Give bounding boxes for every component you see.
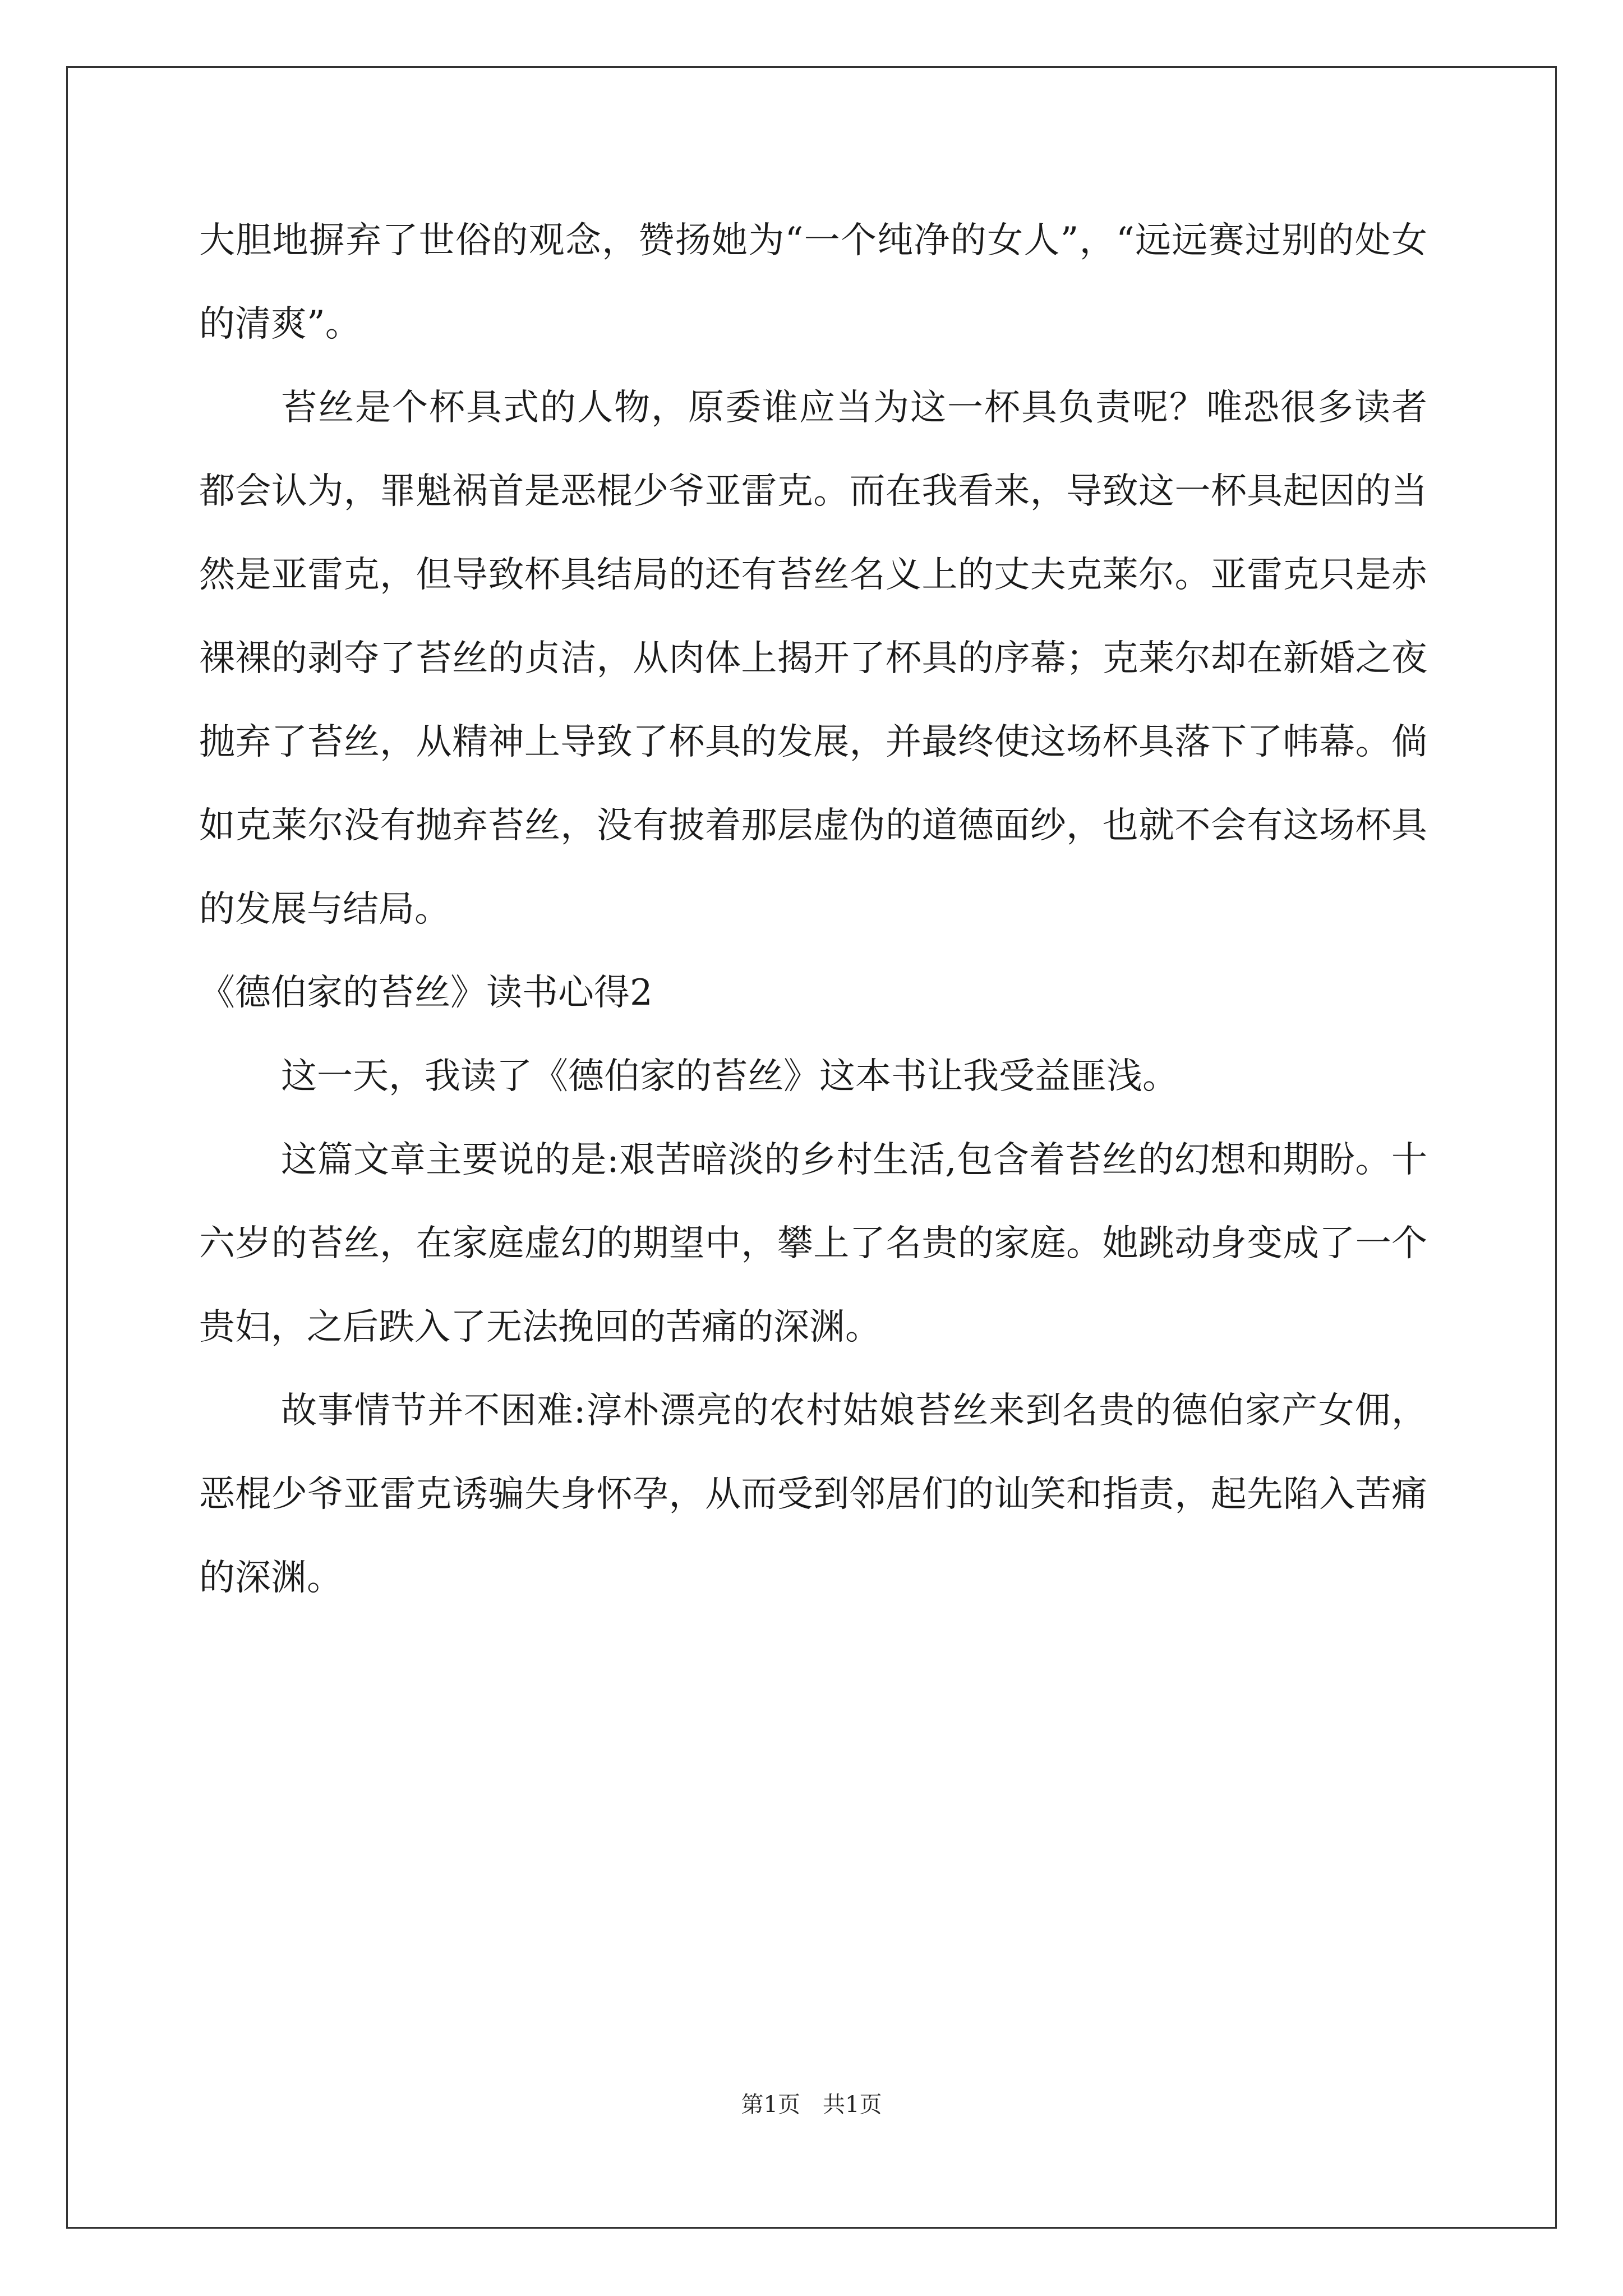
paragraph-3: 这一天，我读了《德伯家的苔丝》这本书让我受益匪浅。 (281, 1056, 1178, 1097)
paragraph-4: 这篇文章主要说的是:艰苦暗淡的乡村生活,包含着苔丝的幻想和期盼。十六岁的苔丝，在家庭虚幻的期望中，攀上了名贵的家庭。她跳动身变成了一个贵妇，之后跌入了无法挽回的苦痛的深渊。 (199, 1139, 1427, 1348)
document-body (199, 199, 1427, 1620)
page-number-footer: 第1页 共1页 (741, 2092, 882, 2118)
paragraph-2: 苔丝是个杯具式的人物，原委谁应当为这一杯具负责呢？唯恐很多读者都会认为，罪魁祸首是恶棍少爷亚雷克。而在我看来，导致这一杯具起因的当然是亚雷克，但导致杯具结局的还有苔丝名义上的丈夫克莱尔。亚雷克只是赤裸裸的剥夺了苔丝的贞洁，从肉体上揭开了杯具的序幕；克莱尔却在新婚之夜抛弃了苔丝，从精神上导致了杯具的发展，并最终使这场杯具落下了帏幕。倘如克莱尔没有抛弃苔丝，没有披着那层虚伪的道德面纱，也就不会有这场杯具的发展与结局。 (199, 387, 1427, 930)
paragraph-5: 故事情节并不困难:淳朴漂亮的农村姑娘苔丝来到名贵的德伯家产女佣，恶棍少爷亚雷克诱骗失身怀孕，从而受到邻居们的讪笑和指责，起先陷入苦痛的深渊。 (199, 1390, 1427, 1599)
paragraph-1: 大胆地摒弃了世俗的观念，赞扬她为“一个纯净的女人”，“远远赛过别的处女的清爽”。 (199, 220, 1427, 345)
section-heading: 《德伯家的苔丝》读书心得2 (199, 972, 653, 1014)
